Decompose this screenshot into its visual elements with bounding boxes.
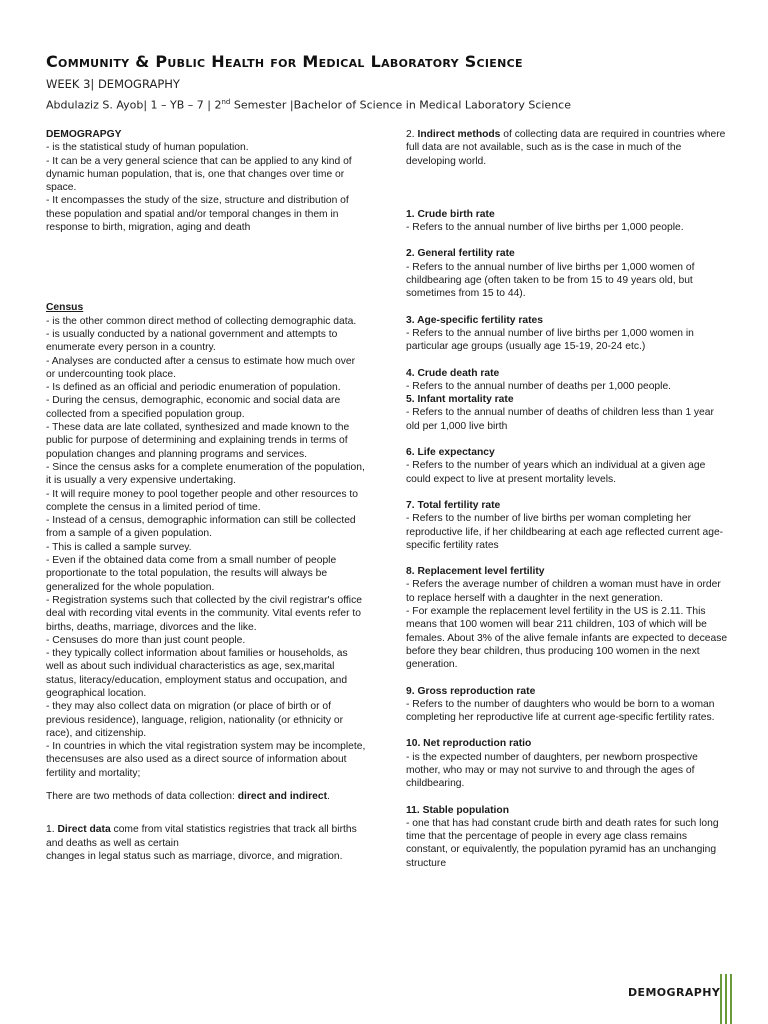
term-definition: - Refers the average number of children a woman must have in order to replace herself with a daughter in the next generation. bbox=[406, 579, 721, 604]
section-heading-demography: DEMOGRAPGY bbox=[46, 129, 122, 140]
term-heading: 4. Crude death rate bbox=[406, 367, 500, 379]
term-heading: 3. Age-specific fertility rates bbox=[406, 314, 543, 326]
census-line: - Censuses do more than just count people. bbox=[46, 634, 246, 646]
term-heading: 10. Net reproduction ratio bbox=[406, 738, 532, 750]
demography-line: - It encompasses the study of the size, structure and distribution of these population and spatial and/or temporal changes in them in response to birth, migration, aging and death bbox=[46, 195, 349, 234]
census-line: - they may also collect data on migration (or place of birth or of previous residence), language, religion, nationality (or ethnicity or race), and citizenship. bbox=[46, 701, 344, 739]
census-line: - These data are late collated, synthesized and made known to the public for purpose of determining and explaining trends in terms of population changes and planning programs and services. bbox=[46, 422, 350, 460]
direct-definition: come from vital statistics registries that track all births and deaths as well as certain bbox=[46, 824, 357, 849]
census-line: - During the census, demographic, economic and social data are collected from a specified population group. bbox=[46, 395, 341, 420]
term-definition: - is the expected number of daughters, per newborn prospective mother, who may or may not survive to and through the ages of childbearing. bbox=[406, 751, 698, 790]
indirect-number: 2. bbox=[406, 129, 418, 140]
footer-bar bbox=[725, 974, 727, 1024]
footer-bar bbox=[720, 974, 722, 1024]
direct-data-paragraph bbox=[46, 823, 366, 850]
term-heading: 6. Life expectancy bbox=[406, 447, 495, 459]
footer-decorative-bars bbox=[720, 974, 732, 1024]
census-line: - It will require money to pool together people and other resources to complete the census in a limited period of time. bbox=[46, 488, 358, 513]
term-heading: 5. Infant mortality rate bbox=[406, 394, 514, 406]
term-heading: 1. Crude birth rate bbox=[406, 208, 495, 220]
week-line: WEEK 3| DEMOGRAPHY bbox=[46, 77, 180, 91]
census-line: - Is defined as an official and periodic enumeration of population. bbox=[46, 382, 341, 394]
term-definition: - Refers to the number of daughters who would be born to a woman completing her reproductive life at current age-specific fertility rates. bbox=[406, 698, 715, 724]
direct-data-continuation: changes in legal status such as marriage, divorce, and migration. bbox=[46, 850, 343, 862]
author-line bbox=[46, 93, 726, 115]
semester-ordinal: nd bbox=[221, 98, 231, 106]
direct-term: Direct data bbox=[57, 824, 111, 836]
footer-bar bbox=[730, 974, 732, 1024]
demography-line: - It can be a very general science that can be applied to any kind of dynamic human population, that is, one that changes over time or space. bbox=[46, 155, 352, 194]
term-heading: 7. Total fertility rate bbox=[406, 499, 501, 511]
census-line: - Registration systems such that collected by the civil registrar's office deal with recording vital events in the community. Vital events refer to births, deaths, marriage, divorces and the like. bbox=[46, 594, 362, 633]
methods-intro: There are two methods of data collection: bbox=[46, 791, 238, 803]
left-column bbox=[46, 128, 366, 863]
footer-label: DEMOGRAPHY bbox=[628, 986, 721, 999]
author-name: Abdulaziz S. Ayob| 1 – YB – 7 | 2 bbox=[46, 98, 222, 112]
term-definition: - Refers to the annual number of deaths per 1,000 people. bbox=[406, 380, 672, 392]
census-line: - This is called a sample survey. bbox=[46, 541, 192, 553]
term-heading: 2. General fertility rate bbox=[406, 248, 515, 260]
term-definition: - Refers to the annual number of live births per 1,000 women of childbearing age (often taken to be from 15 to 49 years old, but sometimes from 15 to 44). bbox=[406, 261, 695, 300]
indirect-definition: of collecting data are required in countries where full data are not available, such as is the case in much of the developing world. bbox=[406, 129, 726, 167]
indirect-term: Indirect methods bbox=[417, 129, 501, 140]
census-line: - they typically collect information about families or households, as well as about such individual characteristics as age, sex,marital status, literacy/education, employment status and occupation, and geographical location. bbox=[46, 648, 348, 699]
term-heading: 9. Gross reproduction rate bbox=[406, 685, 536, 697]
indirect-methods-paragraph bbox=[406, 128, 728, 168]
direct-number: 1. bbox=[46, 824, 58, 836]
census-line: - In countries in which the vital registration system may be incomplete, thecensuses are also used as a direct source of information about fertility and mortality; bbox=[46, 741, 366, 779]
term-heading: 11. Stable population bbox=[406, 804, 509, 816]
census-line: - Since the census asks for a complete enumeration of the population, it is usually a very expensive undertaking. bbox=[46, 461, 365, 487]
term-definition: - Refers to the number of live births per woman completing her reproductive life, if her childbearing at each age reflected current age-specific fertility rates bbox=[406, 513, 724, 551]
census-line: - is the other common direct method of collecting demographic data. bbox=[46, 315, 357, 327]
demography-line: - is the statistical study of human population. bbox=[46, 142, 249, 154]
term-definition: - one that has had constant crude birth and death rates for such long time that the percentage of people in every age class remains constant, or equivalently, the population pyramid has an unchanging structure bbox=[406, 817, 719, 869]
census-line: - is usually conducted by a national government and attempts to enumerate every person in a country. bbox=[46, 328, 338, 354]
term-heading: 8. Replacement level fertility bbox=[406, 566, 545, 578]
document-header bbox=[46, 50, 726, 115]
term-definition: - Refers to the annual number of live births per 1,000 people. bbox=[406, 222, 684, 234]
term-definition: - For example the replacement level fertility in the US is 2.11. This means that 100 women will bear 211 children, 103 of which will be females. About 3% of the alive female infants are expected to decease before they bear children, thus producing 100 women in the next generation. bbox=[406, 606, 728, 671]
methods-sentence bbox=[46, 790, 366, 803]
methods-emphasis: direct and indirect bbox=[237, 791, 328, 803]
census-line: - Analyses are conducted after a census to estimate how much over or undercounting took place. bbox=[46, 355, 356, 380]
census-line: - Instead of a census, demographic information can still be collected from a sample of a given population. bbox=[46, 515, 356, 540]
methods-period: . bbox=[327, 791, 330, 803]
term-definition: - Refers to the annual number of live births per 1,000 women in particular age groups (usually age 15-19, 20-24 etc.) bbox=[406, 327, 694, 353]
term-definition: - Refers to the number of years which an individual at a given age could expect to live at present mortality levels. bbox=[406, 460, 706, 485]
right-column bbox=[406, 128, 728, 870]
section-heading-census: Census bbox=[46, 302, 84, 314]
census-line: - Even if the obtained data come from a small number of people proportionate to the total population, the results will always be generalized for the whole population. bbox=[46, 555, 337, 593]
course-title: Community & Public Health for Medical Laboratory Science bbox=[46, 52, 523, 71]
author-program: Semester |Bachelor of Science in Medical Laboratory Science bbox=[230, 98, 571, 112]
term-definition: - Refers to the annual number of deaths of children less than 1 year old per 1,000 live birth bbox=[406, 407, 714, 432]
